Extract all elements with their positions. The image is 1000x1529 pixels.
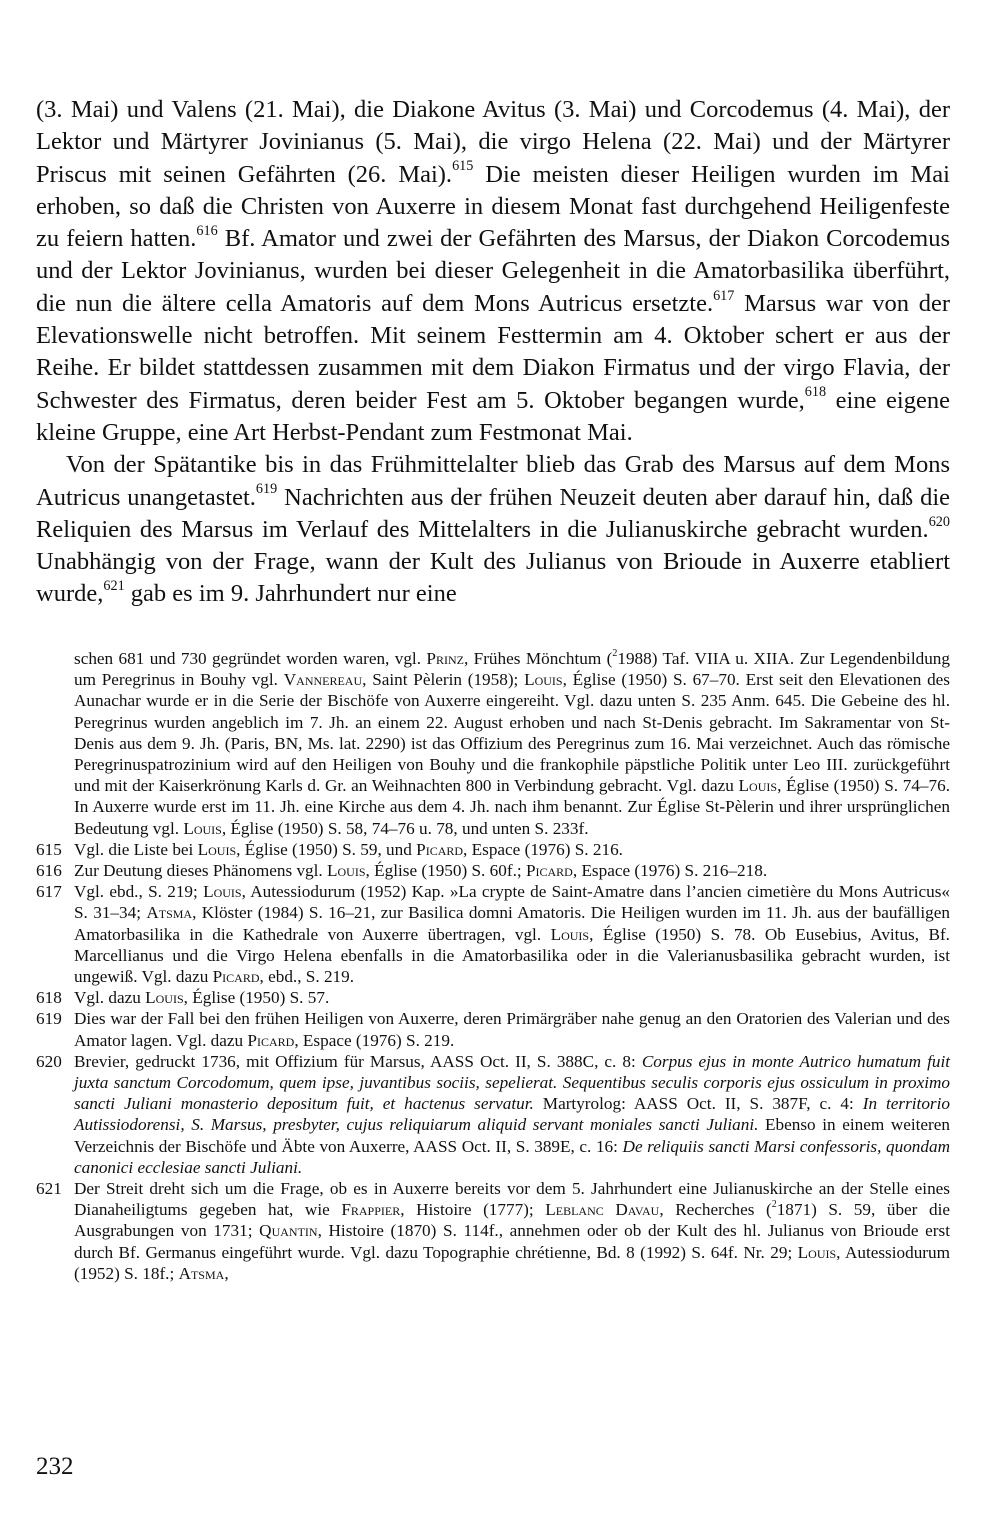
footnote-number: 617 bbox=[36, 882, 62, 902]
text-run: , Église (1950) S. 74–76. In Auxerre wurde erst im 11. Jh. eine Kirche aus dem 4. Jh. nach ihm benannt. Zur Église St-Pèlerin und ihrer ursprünglichen Bedeutung vgl. bbox=[74, 776, 950, 838]
text-run: Vgl. ebd., S. 219; bbox=[74, 882, 204, 902]
footnote-number: 619 bbox=[36, 1009, 62, 1029]
footnote-text bbox=[74, 860, 950, 881]
footnote-number: 620 bbox=[36, 1051, 62, 1071]
author-name: Picard bbox=[525, 861, 573, 881]
author-name: Louis bbox=[145, 988, 184, 1008]
footnote-continued bbox=[36, 648, 950, 839]
paragraph-1 bbox=[36, 94, 950, 449]
footnote-620 bbox=[36, 1051, 950, 1178]
text-run: Dies war der Fall bei den frühen Heiligen von Auxerre, deren Primärgräber nahe genug an den Oratorien des Valerian und des Amator lagen. Vgl. dazu bbox=[74, 1009, 950, 1050]
footnote-text bbox=[74, 1051, 950, 1178]
author-name: Louis bbox=[203, 882, 242, 902]
text-run: Bf. Amator und zwei der Gefährten des Marsus, der Diakon Corcodemus und der Lektor Jovinianus, wurden bei dieser Gelegenheit in die Amatorbasilika überführt, die nun die ältere cella Amatoris auf dem Mons Autricus ersetzte. bbox=[36, 225, 950, 317]
text-run: , Église (1950) S. 78. Ob Eusebius, Avitus, Bf. Marcellianus und die Virgo Helena ebenfalls in die Amatorbasilika oder in die Valerianusbasilika gebracht wurden, ist ungewiß. Vgl. dazu bbox=[74, 924, 950, 987]
footnote-text bbox=[74, 1008, 950, 1050]
footnote-ref-619[interactable]: 619 bbox=[255, 481, 278, 498]
edition-superscript: 2 bbox=[612, 647, 618, 659]
author-name: Leblanc Davau bbox=[545, 1200, 660, 1220]
author-name: Prinz bbox=[426, 649, 464, 668]
footnote-text bbox=[74, 839, 950, 860]
text-run: , bbox=[224, 1263, 229, 1283]
author-name: Quantin bbox=[259, 1221, 318, 1241]
text-run: , Église (1950) S. 58, 74–76 u. 78, und unten S. 233f. bbox=[221, 818, 589, 838]
footnote-621 bbox=[36, 1178, 950, 1284]
text-run: Brevier, gedruckt 1736, mit Offizium für Marsus, AASS Oct. II, S. 388C, c. 8: bbox=[74, 1051, 642, 1071]
footnote-618 bbox=[36, 987, 950, 1008]
author-name: Atsma bbox=[146, 903, 193, 923]
text-run: 1871) S. 59, über die Ausgrabungen von 1731; bbox=[74, 1200, 950, 1241]
footnote-text bbox=[74, 987, 950, 1008]
text-run: Von der Spätantike bis in das Frühmittelalter blieb das Grab des Marsus auf dem Mons Autricus unangetastet. bbox=[36, 451, 950, 511]
footnotes bbox=[36, 648, 950, 1284]
text-run: gab es im 9. Jahrhundert nur eine bbox=[124, 580, 457, 608]
author-name: Frappier bbox=[341, 1200, 401, 1220]
latin-quote: In territorio Autissiodorensi, S. Marsus, presbyter, cujus reliquiarum aliquid servant moniales sancti Juliani. bbox=[74, 1094, 950, 1135]
author-name: Picard bbox=[212, 967, 260, 987]
text-run: , Histoire (1870) S. 114f., annehmen oder ob der Kult des hl. Julianus von Brioude erst durch Bf. Germanus eingeführt wurde. Vgl. dazu Topographie chrétienne, Bd. 8 (1992) S. 64f. Nr. 29; bbox=[74, 1221, 950, 1262]
footnote-616 bbox=[36, 860, 950, 881]
footnote-number: 616 bbox=[36, 861, 62, 881]
text-run: Nachrichten aus der frühen Neuzeit deuten aber darauf hin, daß die Reliquien des Marsus im Verlauf des Mittelalters in die Julianuskirche gebracht wurden. bbox=[36, 483, 950, 543]
text-run: , Recherches ( bbox=[659, 1200, 772, 1220]
text-run: Unabhängig von der Frage, wann der Kult des Julianus von Brioude in Auxerre etabliert wurde, bbox=[36, 548, 950, 608]
text-run: Martyrolog: AASS Oct. II, S. 387F, c. 4: bbox=[533, 1094, 863, 1114]
author-name: Louis bbox=[197, 839, 237, 859]
paragraph-2 bbox=[36, 449, 950, 610]
latin-quote: De reliquiis sancti Marsi confessoris, quondam canonici ecclesiae sancti Juliani. bbox=[74, 1136, 951, 1177]
footnote-ref-616[interactable]: 616 bbox=[196, 222, 218, 239]
footnote-number: 621 bbox=[36, 1179, 62, 1199]
text-run: , Église (1950) S. 67–70. Erst seit den Elevationen des Aunachar wurde er in die Serie der Bischöfe von Auxerre eingereiht. Vgl. dazu unten S. 235 Anm. 645. Die Gebeine des hl. Peregrinus wurden angeblich im 7. Jh. an einem 22. August erhoben und nach St-Denis gebracht. Im Sakramentar von St-Denis aus dem 9. Jh. (Paris, BN, Ms. lat. 2290) ist das Offizium des Peregrinus zum 16. Mai verzeichnet. Auch das römische Peregrinuspatrozinium wird auf den Heiligen von Bouhy und die frankophile päpstliche Politik unter Leo III. zurückgeführt und mit der Kaiserkrönung Karls d. Gr. an Weihnachten 800 in Verbindung gebracht. Vgl. dazu bbox=[74, 670, 950, 796]
author-name: Louis bbox=[738, 776, 778, 796]
text-run: , Saint Pèlerin (1958); bbox=[362, 670, 525, 690]
text-run: , Frühes Mönchtum ( bbox=[463, 649, 613, 668]
text-run: , Klöster (1984) S. 16–21, zur Basilica domni Amatoris. Die Heiligen wurden im 11. Jh. aus der baufälligen Amatorbasilika in die Kathedrale von Auxerre übertragen, vgl. bbox=[74, 903, 950, 944]
author-name: Louis bbox=[183, 818, 222, 838]
text-run: schen 681 und 730 gegründet worden waren, vgl. bbox=[74, 649, 427, 668]
text-run: eine eigene kleine Gruppe, eine Art Herbst-Pendant zum Festmonat Mai. bbox=[36, 386, 950, 446]
text-run: , ebd., S. 219. bbox=[259, 967, 355, 987]
footnote-ref-615[interactable]: 615 bbox=[452, 158, 474, 175]
footnote-text bbox=[74, 881, 950, 987]
footnote-ref-618[interactable]: 618 bbox=[804, 384, 827, 401]
text-run: 1988) Taf. VIIA u. XIIA. Zur Legendenbildung um Peregrinus in Bouhy vgl. bbox=[74, 649, 950, 690]
text-run: , Espace (1976) S. 216–218. bbox=[572, 861, 768, 881]
author-name: Louis bbox=[524, 670, 563, 690]
edition-superscript: 2 bbox=[771, 1199, 777, 1211]
footnote-number: 618 bbox=[36, 988, 62, 1008]
page-number: 232 bbox=[36, 1453, 74, 1480]
text-run: , Histoire (1777); bbox=[400, 1200, 546, 1220]
main-text bbox=[36, 94, 950, 611]
footnote-ref-620[interactable]: 620 bbox=[928, 513, 950, 530]
footnote-619 bbox=[36, 1008, 950, 1050]
author-name: Vannereau bbox=[283, 670, 363, 690]
author-name: Atsma bbox=[178, 1263, 225, 1283]
text-run: (3. Mai) und Valens (21. Mai), die Diakone Avitus (3. Mai) und Corcodemus (4. Mai), der Lektor und Märtyrer Jovinianus (5. Mai), die virgo Helena (22. Mai) und der Märtyrer Priscus mit seinen Gefährten (26. Mai). bbox=[36, 96, 950, 188]
latin-quote: Corpus ejus in monte Autrico humatum fuit juxta sanctum Corcodomum, quem ipse, juvantibus sociis, sepelierat. Sequentibus seculis corporis ejus ossiculum in proximo sancti Juliani monasterio depositum fuit, et hactenus servatur. bbox=[74, 1051, 951, 1114]
author-name: Louis bbox=[327, 861, 366, 881]
text-run: , Église (1950) S. 57. bbox=[183, 988, 330, 1008]
footnote-ref-617[interactable]: 617 bbox=[713, 287, 735, 304]
text-run: , Espace (1976) S. 219. bbox=[294, 1030, 455, 1050]
footnote-text bbox=[74, 1178, 950, 1284]
text-run: Marsus war von der Elevationswelle nicht betroffen. Mit seinem Festtermin am 4. Oktober schert er aus der Reihe. Er bildet stattdessen zusammen mit dem Diakon Firmatus und der virgo Flavia, der Schwester des Firmatus, deren beider Fest am 5. Oktober begangen wurde, bbox=[36, 289, 950, 414]
footnote-617 bbox=[36, 881, 950, 987]
footnote-ref-621[interactable]: 621 bbox=[103, 578, 125, 595]
text-run: Vgl. dazu bbox=[74, 988, 146, 1008]
author-name: Picard bbox=[416, 839, 464, 859]
author-name: Louis bbox=[550, 924, 590, 944]
text-run: Ebenso in einem weiteren Verzeichnis der Bischöfe und Äbte von Auxerre, AASS Oct. II, S. 389E, c. 16: bbox=[74, 1115, 950, 1156]
text-run: , Autessiodurum (1952) Kap. »La crypte de Saint-Amatre dans l’ancien cimetière du Mons Autricus« S. 31–34; bbox=[74, 882, 950, 923]
text-run: , Espace (1976) S. 216. bbox=[463, 839, 623, 859]
text-run: , Église (1950) S. 59, und bbox=[236, 839, 417, 859]
text-run: Vgl. die Liste bei bbox=[74, 839, 198, 859]
author-name: Louis bbox=[797, 1242, 837, 1262]
text-run: , Église (1950) S. 60f.; bbox=[365, 861, 526, 881]
footnote-615 bbox=[36, 839, 950, 860]
footnote-number: 615 bbox=[36, 839, 62, 859]
text-run: Zur Deutung dieses Phänomens vgl. bbox=[74, 861, 328, 881]
text-run: , Autessiodurum (1952) S. 18f.; bbox=[74, 1242, 950, 1283]
text-run: Die meisten dieser Heiligen wurden im Mai erhoben, so daß die Christen von Auxerre in diesem Monat fast durchgehend Heiligenfeste zu feiern hatten. bbox=[36, 160, 950, 253]
text-run: Der Streit dreht sich um die Frage, ob es in Auxerre bereits vor dem 5. Jahrhundert eine Julianuskirche an der Stelle eines Dianaheiligtums gegeben hat, wie bbox=[74, 1179, 950, 1220]
author-name: Picard bbox=[247, 1030, 295, 1050]
